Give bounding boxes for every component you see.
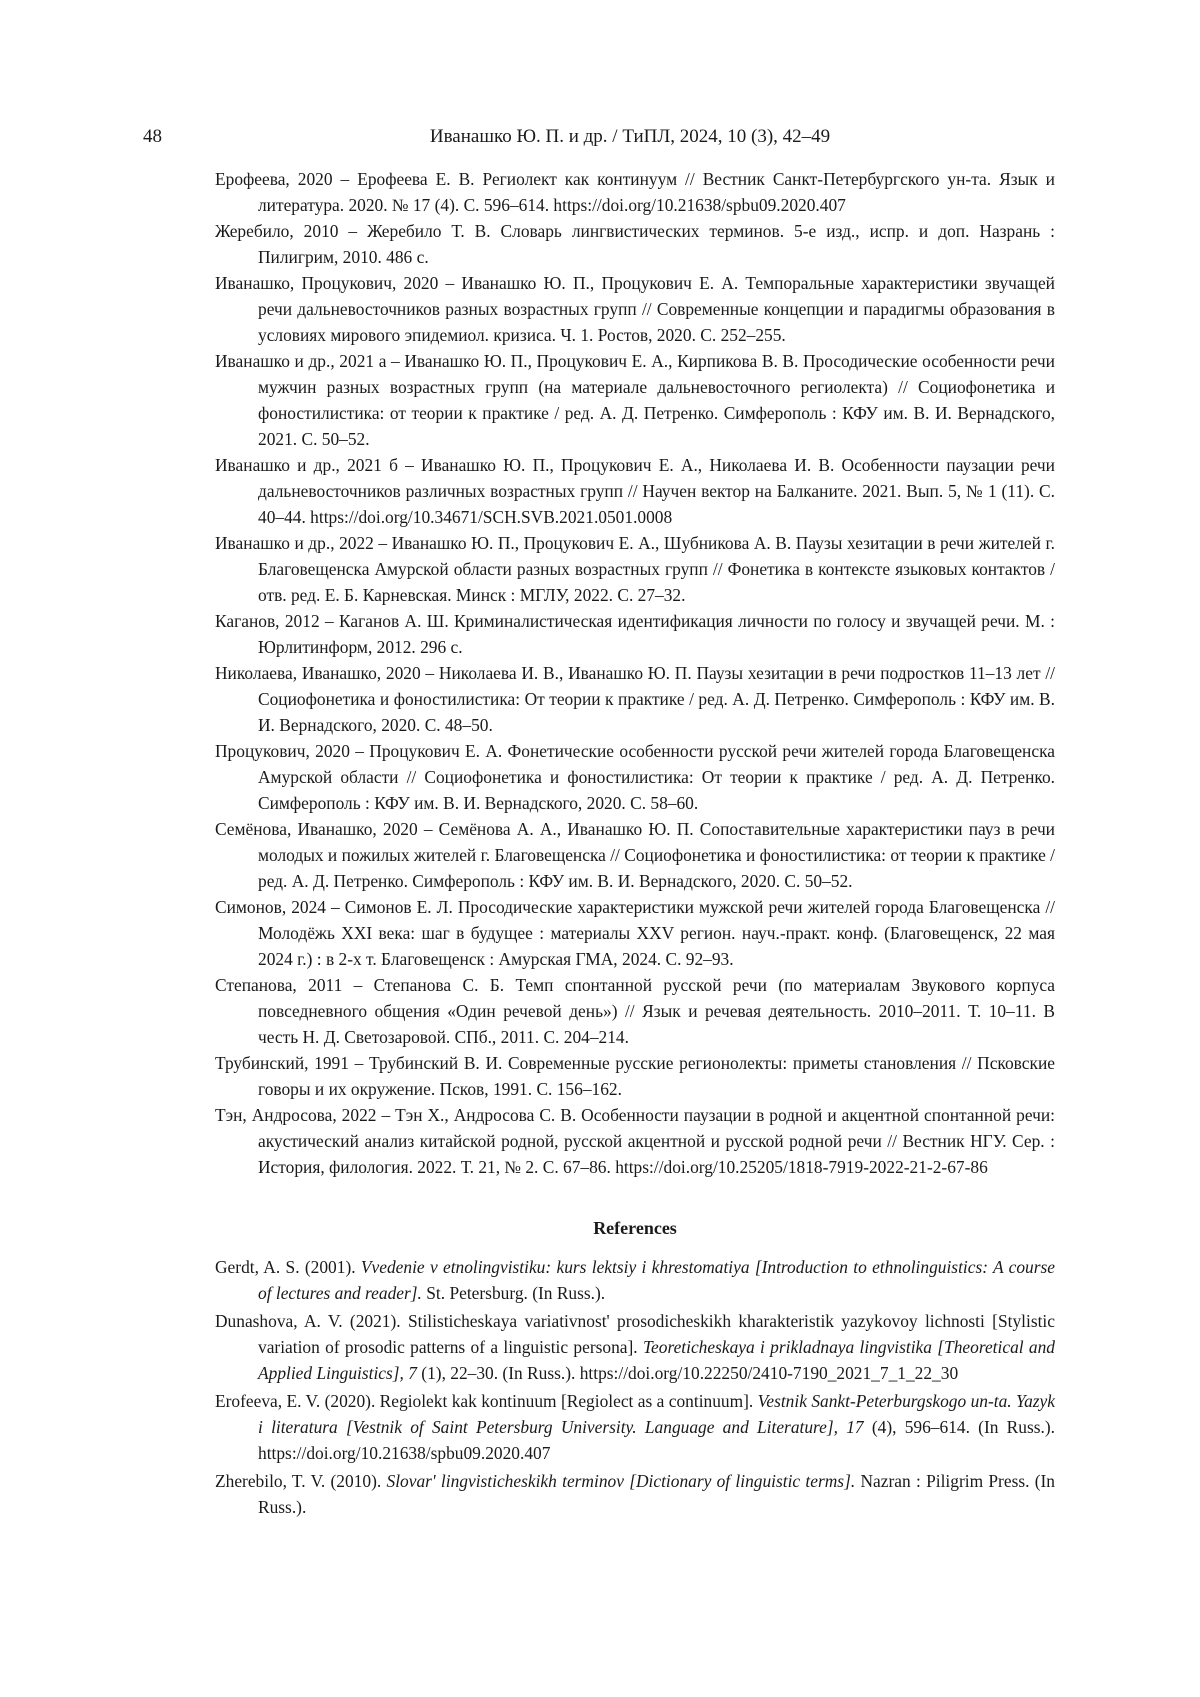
reference-item: Степанова, 2011 – Степанова С. Б. Темп спонтанной русской речи (по материалам Звукового корпуса повседневного общения «Один речевой день») // Язык и речевая деятельность. 2010–2011. Т. 10–11. В честь Н. Д. Светозаровой. СПб., 2011. С. 204–214.	[215, 975, 1055, 1047]
reference-item: Иванашко, Процукович, 2020 – Иванашко Ю. П., Процукович Е. А. Темпоральные характеристики звучащей речи дальневосточников разных возрастных групп // Современные концепции и парадигмы образования в условиях мирового эпидемиол. кризиса. Ч. 1. Ростов, 2020. С. 252–255.	[215, 273, 1055, 345]
main-content	[215, 166, 1055, 1522]
reference-pre: Gerdt, A. S. (2001).	[215, 1257, 361, 1277]
reference-pre: Erofeeva, E. V. (2020). Regiolekt kak kontinuum [Regiolect as a continuum].	[215, 1391, 758, 1411]
reference-item: Трубинский, 1991 – Трубинский В. И. Современные русские регионолекты: приметы становления // Псковские говоры и их окружение. Псков, 1991. С. 156–162.	[215, 1053, 1055, 1099]
reference-item-en	[215, 1388, 1055, 1466]
reference-item: Ерофеева, 2020 – Ерофеева Е. В. Региолект как континуум // Вестник Санкт-Петербургского ун-та. Язык и литература. 2020. № 17 (4). С. 596–614. https://doi.org/10.21638/spbu09.2020.407	[215, 169, 1055, 215]
references-heading: References	[593, 1218, 677, 1238]
reference-item: Семёнова, Иванашко, 2020 – Семёнова А. А., Иванашко Ю. П. Сопоставительные характеристики пауз в речи молодых и пожилых жителей г. Благовещенска // Социофонетика и фоностилистика: от теории к практике / ред. А. Д. Петренко. Симферополь : КФУ им. В. И. Вернадского, 2020. С. 50–52.	[215, 819, 1055, 891]
running-header	[0, 126, 1200, 156]
reference-item: Симонов, 2024 – Симонов Е. Л. Просодические характеристики мужской речи жителей города Благовещенска // Молодёжь XXI века: шаг в будущее : материалы XXV регион. науч.-практ. конф. (Благовещенск, 22 мая 2024 г.) : в 2-х т. Благовещенск : Амурская ГМА, 2024. С. 92–93.	[215, 897, 1055, 969]
reference-item: Иванашко и др., 2021 б – Иванашко Ю. П., Процукович Е. А., Николаева И. В. Особенности паузации речи дальневосточников различных возрастных групп // Научен вектор на Балканите. 2021. Вып. 5, № 1 (11). С. 40–44. https://doi.org/10.34671/SCH.SVB.2021.0501.0008	[215, 455, 1055, 527]
reference-item: Николаева, Иванашко, 2020 – Николаева И. В., Иванашко Ю. П. Паузы хезитации в речи подростков 11–13 лет // Социофонетика и фоностилистика: От теории к практике / ред. А. Д. Петренко. Симферополь : КФУ им. В. И. Вернадского, 2020. С. 48–50.	[215, 663, 1055, 735]
references-ru-list	[215, 166, 1055, 1180]
references-en-list	[215, 1254, 1055, 1520]
reference-item: Иванашко и др., 2022 – Иванашко Ю. П., Процукович Е. А., Шубникова А. В. Паузы хезитации в речи жителей г. Благовещенска Амурской области разных возрастных групп // Фонетика в контексте языковых контактов / отв. ред. Е. Б. Карневская. Минск : МГЛУ, 2022. С. 27–32.	[215, 533, 1055, 605]
page-number: 48	[143, 126, 162, 147]
reference-post: St. Petersburg. (In Russ.).	[421, 1283, 606, 1303]
reference-item-en	[215, 1254, 1055, 1306]
reference-title: Slovar' lingvisticheskikh terminov [Dictionary of linguistic terms].	[386, 1471, 856, 1491]
reference-item-en	[215, 1308, 1055, 1386]
reference-title: Vestnik Sankt-Peterburgskogo un-ta. Yazyk i literatura [Vestnik of Saint Petersburg University. Language and Literature], 17	[258, 1391, 1055, 1437]
reference-post: (4), 596–614. (In Russ.). https://doi.org/10.21638/spbu09.2020.407	[258, 1417, 1055, 1463]
reference-post: (1), 22–30. (In Russ.). https://doi.org/10.22250/2410-7190_2021_7_1_22_30	[416, 1363, 959, 1383]
reference-post: Nazran : Piligrim Press. (In Russ.).	[258, 1471, 1056, 1517]
reference-item: Тэн, Андросова, 2022 – Тэн Х., Андросова С. В. Особенности паузации в родной и акцентной спонтанной речи: акустический анализ китайской родной, русской акцентной и русской родной речи // Вестник НГУ. Сер. : История, филология. 2022. Т. 21, № 2. С. 67–86. https://doi.org/10.25205/1818-7919-2022-21-2-67-86	[215, 1105, 1055, 1177]
running-title: Иванашко Ю. П. и др. / ТиПЛ, 2024, 10 (3), 42–49	[429, 126, 831, 147]
reference-pre: Dunashova, A. V. (2021). Stilisticheskaya variativnost' prosodicheskikh kharakteristik yazykovoy lichnosti [Stylistic variation of prosodic patterns of a linguistic persona].	[215, 1311, 1055, 1357]
reference-pre: Zherebilo, T. V. (2010).	[215, 1471, 387, 1491]
reference-title: Vvedenie v etnolingvistiku: kurs lektsiy i khrestomatiya [Introduction to ethnolinguistics: A course of lectures and reader].	[258, 1257, 1056, 1303]
reference-title: Teoreticheskaya i prikladnaya lingvistika [Theoretical and Applied Linguistics], 7	[258, 1337, 1055, 1383]
reference-item: Каганов, 2012 – Каганов А. Ш. Криминалистическая идентификация личности по голосу и звучащей речи. М. : Юрлитинформ, 2012. 296 с.	[215, 611, 1055, 657]
reference-item-en	[215, 1468, 1055, 1520]
reference-item: Иванашко и др., 2021 а – Иванашко Ю. П., Процукович Е. А., Кирпикова В. В. Просодические особенности речи мужчин разных возрастных групп (на материале дальневосточного региолекта) // Социофонетика и фоностилистика: от теории к практике / ред. А. Д. Петренко. Симферополь : КФУ им. В. И. Вернадского, 2021. С. 50–52.	[215, 351, 1055, 449]
reference-item: Жеребило, 2010 – Жеребило Т. В. Словарь лингвистических терминов. 5-е изд., испр. и доп. Назрань : Пилигрим, 2010. 486 с.	[215, 221, 1055, 267]
reference-item: Процукович, 2020 – Процукович Е. А. Фонетические особенности русской речи жителей города Благовещенска Амурской области // Социофонетика и фоностилистика: От теории к практике / ред. А. Д. Петренко. Симферополь : КФУ им. В. И. Вернадского, 2020. С. 58–60.	[215, 741, 1055, 813]
